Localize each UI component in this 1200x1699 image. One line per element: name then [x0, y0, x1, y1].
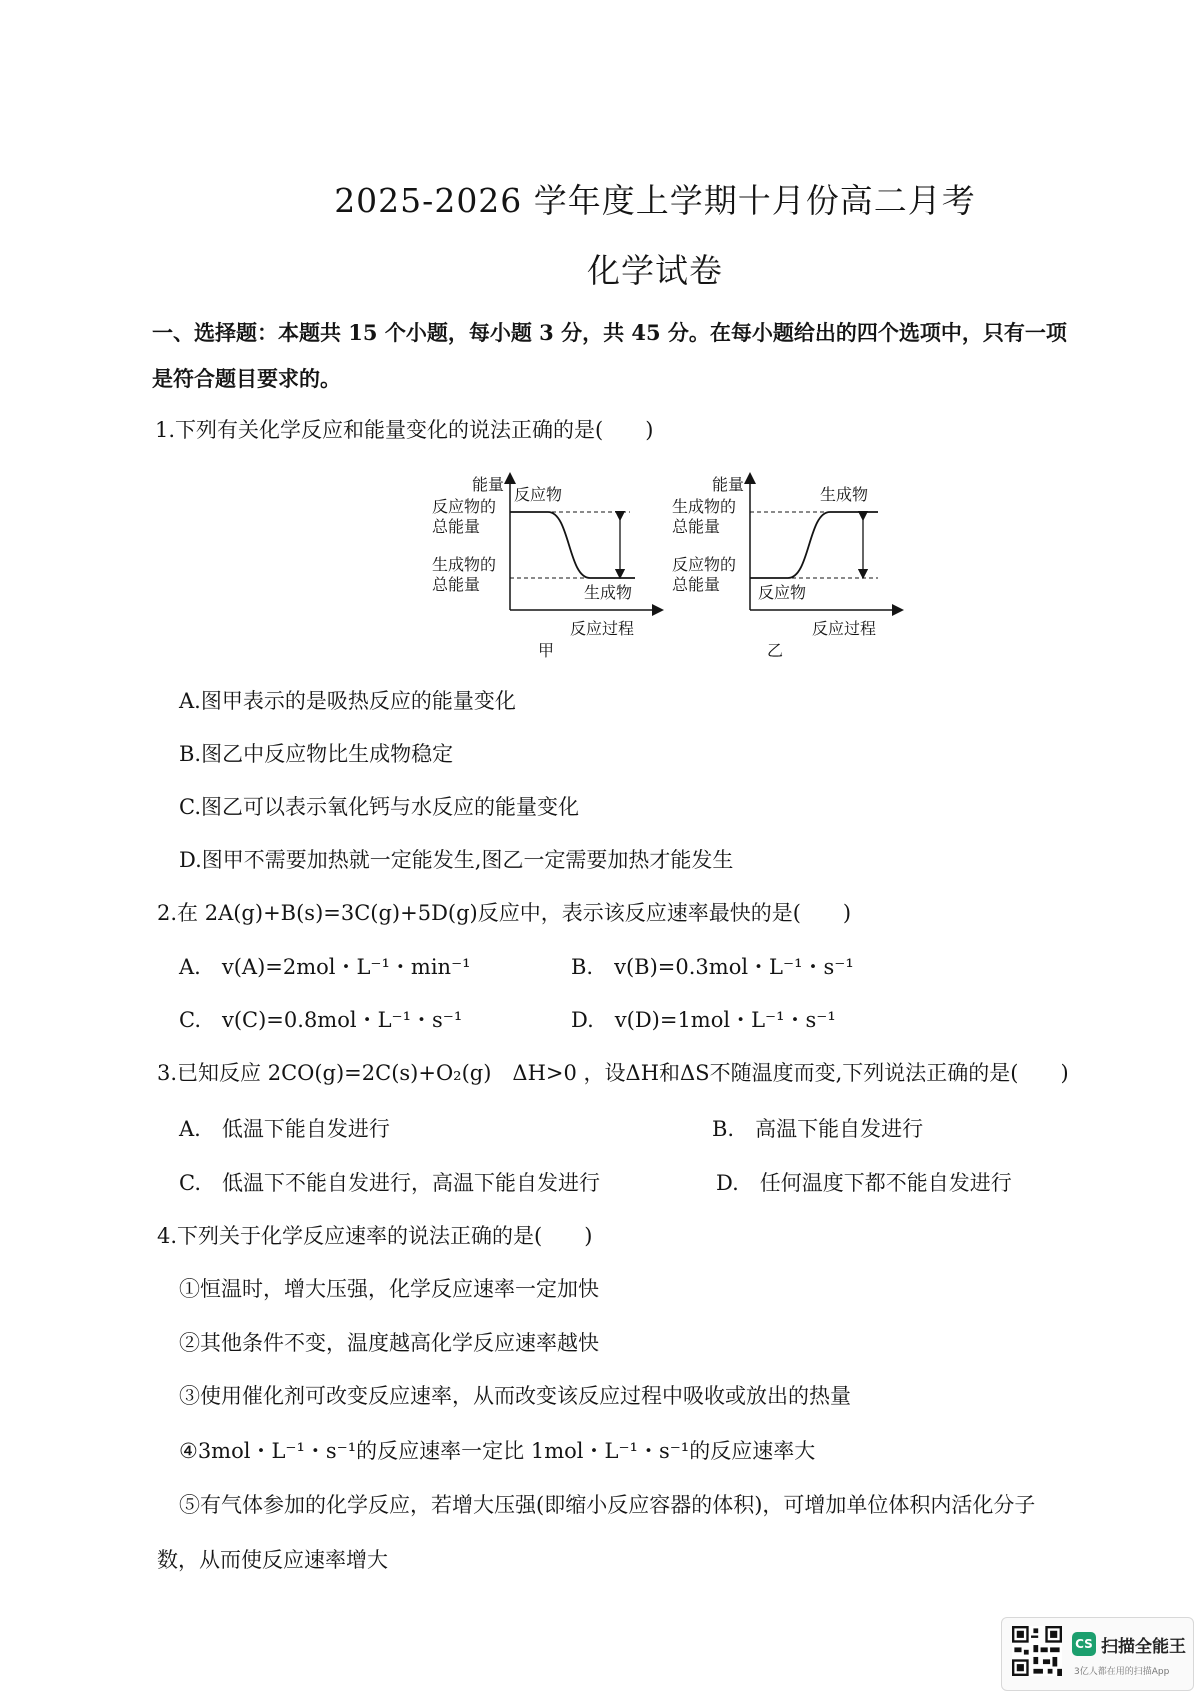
yi-lower-label-1: 反应物的: [672, 555, 737, 574]
section-heading-line2: 是符合题目要求的。: [152, 366, 341, 391]
jia-caption: 甲: [538, 641, 555, 660]
q2-option-d: D. v(D)=1mol・L⁻¹・s⁻¹: [571, 1008, 836, 1032]
yi-upper-label-2: 总能量: [672, 517, 721, 536]
cs-logo-icon: CS: [1072, 1632, 1096, 1656]
section-heading-line1: 一、选择题：本题共 15 个小题，每小题 3 分，共 45 分。在每小题给出的四个选项中，只有一项: [152, 320, 1067, 345]
jia-lower-label-1: 生成物的: [432, 555, 497, 574]
energy-diagram-yi: [670, 470, 910, 660]
q1-option-a: A.图甲表示的是吸热反应的能量变化: [179, 689, 516, 713]
subject-title: 化学试卷: [587, 251, 723, 290]
jia-end-label: 生成物: [584, 583, 633, 602]
yi-lower-label-2: 总能量: [672, 575, 721, 594]
q4-statement-5-line1: ⑤有气体参加的化学反应，若增大压强(即缩小反应容器的体积)，可增加单位体积内活化分子: [179, 1493, 1036, 1517]
yi-y-axis-label: 能量: [712, 475, 745, 494]
q4-stem: 4.下列关于化学反应速率的说法正确的是( ): [157, 1224, 593, 1248]
q4-statement-5-line2: 数，从而使反应速率增大: [157, 1548, 388, 1572]
q2-option-c: C. v(C)=0.8mol・L⁻¹・s⁻¹: [179, 1008, 463, 1032]
qr-code-icon: [1012, 1626, 1062, 1676]
q4-statement-1: ①恒温时，增大压强，化学反应速率一定加快: [179, 1277, 599, 1301]
q2-stem: 2.在 2A(g)+B(s)=3C(g)+5D(g)反应中，表示该反应速率最快的是( ): [157, 901, 852, 925]
q4-statement-3: ③使用催化剂可改变反应速率，从而改变该反应过程中吸收或放出的热量: [179, 1384, 851, 1408]
q4-statement-4: ④3mol・L⁻¹・s⁻¹的反应速率一定比 1mol・L⁻¹・s⁻¹的反应速率大: [179, 1439, 816, 1463]
jia-lower-label-2: 总能量: [432, 575, 481, 594]
yi-end-label: 生成物: [820, 485, 869, 504]
q3-option-d: D. 任何温度下都不能自发进行: [716, 1171, 1012, 1195]
q2-option-a: A. v(A)=2mol・L⁻¹・min⁻¹: [179, 955, 471, 979]
jia-start-label: 反应物: [514, 485, 563, 504]
q4-statement-2: ②其他条件不变，温度越高化学反应速率越快: [179, 1331, 599, 1355]
yi-upper-label-1: 生成物的: [672, 497, 737, 516]
scanner-watermark: [1001, 1617, 1194, 1691]
q3-option-a: A. 低温下能自发进行: [179, 1117, 390, 1141]
scanner-brand: 扫描全能王: [1101, 1637, 1186, 1657]
exam-title: 2025-2026 学年度上学期十月份高二月考: [334, 181, 976, 220]
yi-x-axis-label: 反应过程: [812, 619, 877, 638]
jia-upper-label-1: 反应物的: [432, 497, 497, 516]
jia-y-axis-label: 能量: [472, 475, 505, 494]
q1-option-c: C.图乙可以表示氧化钙与水反应的能量变化: [179, 795, 579, 819]
energy-diagram-jia: [430, 470, 670, 660]
q2-option-b: B. v(B)=0.3mol・L⁻¹・s⁻¹: [571, 955, 854, 979]
q3-stem: 3.已知反应 2CO(g)=2C(s)+O₂(g) ΔH>0 ，设ΔH和ΔS不随温度而变,下列说法正确的是( ): [157, 1061, 1069, 1085]
q3-option-b: B. 高温下能自发进行: [712, 1117, 924, 1141]
q1-option-b: B.图乙中反应物比生成物稳定: [179, 742, 454, 766]
jia-x-axis-label: 反应过程: [570, 619, 635, 638]
yi-start-label: 反应物: [758, 583, 807, 602]
q1-option-d: D.图甲不需要加热就一定能发生,图乙一定需要加热才能发生: [179, 848, 734, 872]
scanner-tagline: 3亿人都在用的扫描App: [1074, 1667, 1170, 1677]
q1-stem: 1.下列有关化学反应和能量变化的说法正确的是( ): [155, 418, 654, 442]
yi-caption: 乙: [767, 641, 784, 660]
jia-upper-label-2: 总能量: [432, 517, 481, 536]
q3-option-c: C. 低温下不能自发进行，高温下能自发进行: [179, 1171, 600, 1195]
